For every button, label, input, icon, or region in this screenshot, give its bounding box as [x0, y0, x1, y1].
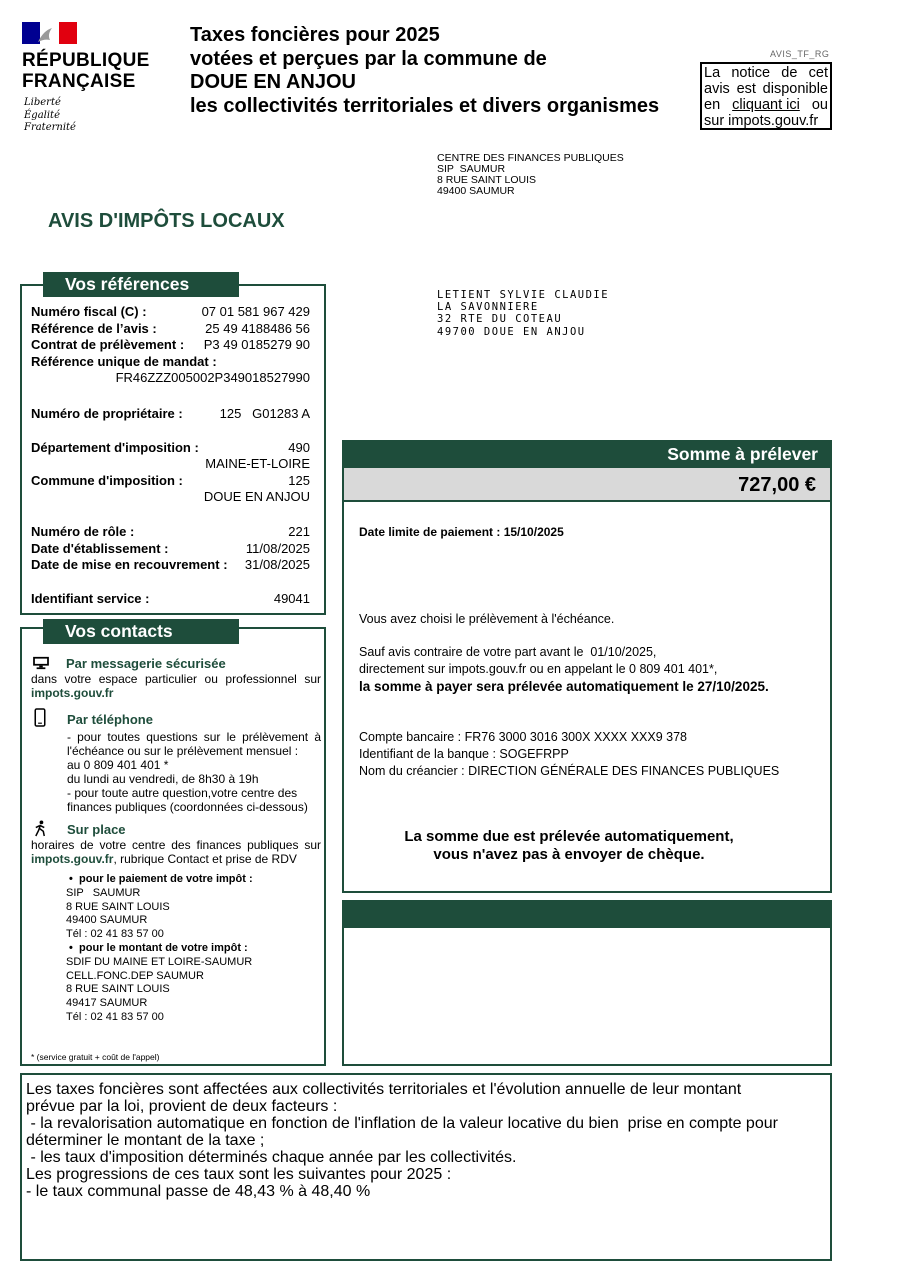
date-limite: Date limite de paiement : 15/10/2025 [359, 525, 564, 539]
identifiant-banque: Identifiant de la banque : SOGEFRPP [359, 747, 569, 761]
notice-link[interactable]: cliquant ici [732, 97, 800, 113]
proprietaire-label: Numéro de propriétaire : [31, 406, 183, 421]
logo-title-line2: FRANÇAISE [22, 71, 136, 92]
montant-title: pour le montant de votre impôt : [79, 941, 248, 954]
center-addresses: • pour le paiement de votre impôt : SIP SAUMUR 8 RUE SAINT LOUIS 49400 SAUMUR Tél : 02 41 83 57 00 • pour le montant de votre impôt : SDIF DU MAINE ET LOIRE-SAUMUR CELL.FONC.DEP SAUMUR 8 RUE SAINT LOUIS 49417 SAUMUR Tél : 02 41 83 57 00 [66, 873, 321, 1025]
references-content [31, 304, 311, 614]
recipient-line1: LETIENT SYLVIE CLAUDIE [437, 289, 610, 301]
cfp-line2: SIP SAUMUR [437, 163, 506, 175]
computer-icon [32, 656, 50, 670]
rum-label: Référence unique de mandat : [31, 353, 217, 369]
paiement-title: pour le paiement de votre impôt : [79, 873, 253, 885]
notice-line3-post: ou [811, 97, 828, 113]
messagerie-title: Par messagerie sécurisée [66, 656, 226, 671]
tel-line4: du lundi au vendredi, de 8h30 à 19h [67, 772, 259, 786]
messagerie-link[interactable]: impots.gouv.fr [31, 686, 114, 700]
sauf-line2: directement sur impots.gouv.fr ou en appelant le 0 809 401 401*, [359, 662, 718, 676]
role-label: Numéro de rôle : [31, 524, 135, 539]
paiement-line3: 49400 SAUMUR [66, 914, 148, 927]
notice-line4: sur impots.gouv.fr [704, 113, 819, 129]
cfp-line1: CENTRE DES FINANCES PUBLIQUES [437, 152, 624, 164]
etablissement-label: Date d'établissement : [31, 541, 169, 556]
notice-box [700, 62, 832, 130]
numero-fiscal-value: 07 01 581 967 429 [201, 304, 310, 319]
secondary-panel [342, 928, 832, 1066]
notice-line2: avis est disponible [704, 81, 828, 97]
cfp-line3: 8 RUE SAINT LOUIS [437, 174, 537, 186]
montant-line2: CELL.FONC.DEP SAUMUR [66, 969, 204, 982]
montant-line5: Tél : 02 41 83 57 00 [66, 1010, 164, 1023]
logo-motto-2: Égalité [24, 109, 60, 121]
tel-line1: - pour toutes questions sur le prélèvement à [67, 730, 321, 744]
header-line2: votées et perçues par la commune de [190, 47, 547, 70]
cfp-address [437, 153, 624, 197]
contrat-label: Contrat de prélèvement : [31, 337, 185, 352]
choix-prelevement: Vous avez choisi le prélèvement à l'échéance. [359, 612, 615, 626]
place-link[interactable]: impots.gouv.fr [31, 852, 114, 866]
nom-creancier: Nom du créancier : DIRECTION GÉNÉRALE DES FINANCES PUBLIQUES [359, 764, 780, 778]
departement-code: 490 [288, 440, 310, 455]
tel-line3: au 0 809 401 401 * [67, 758, 169, 772]
telephone-details [67, 730, 321, 814]
tel-line6: finances publiques (coordonnées ci-dessous) [67, 800, 308, 814]
info-text [26, 1081, 826, 1200]
paiement-line4: Tél : 02 41 83 57 00 [66, 928, 164, 941]
avis-code: AVIS_TF_RG [770, 49, 830, 59]
paiement-line2: 8 RUE SAINT LOUIS [66, 900, 170, 913]
note-line2: vous n'avez pas à envoyer de chèque. [433, 846, 705, 863]
notice-line3 [704, 97, 828, 113]
info-line3: - la revalorisation automatique en fonction de l'inflation de la valeur locative du bien prise en compte pour [26, 1115, 778, 1132]
notice-line3-pre: en [704, 97, 721, 113]
logo-motto-3: Fraternité [24, 122, 76, 133]
messagerie-text: dans votre espace particulier ou professionnel sur [31, 672, 321, 686]
recipient-line3: 32 RTE DU COTEAU [437, 313, 563, 326]
contacts-tab: Vos contacts [43, 619, 239, 644]
logo-title-line1: RÉPUBLIQUE [22, 50, 150, 71]
paiement-line1: SIP SAUMUR [66, 886, 141, 899]
tel-line5: - pour toute autre question,votre centre des [67, 786, 298, 800]
sauf-line1: Sauf avis contraire de votre part avant le 01/10/2025, [359, 645, 657, 659]
info-line6: Les progressions de ces taux sont les suivantes pour 2025 : [26, 1166, 452, 1183]
place-line2 [31, 852, 321, 866]
note-line1: La somme due est prélevée automatiquement, [404, 828, 734, 845]
montant-line1: SDIF DU MAINE ET LOIRE-SAUMUR [66, 955, 253, 968]
montant-line3: 8 RUE SAINT LOUIS [66, 983, 170, 996]
commune-label: Commune d'imposition : [31, 473, 183, 488]
tel-line2: l'échéance ou sur le prélèvement mensuel : [67, 744, 299, 758]
proprietaire-value: 125 G01283 A [219, 406, 310, 421]
telephone-title: Par téléphone [67, 712, 153, 727]
service-label: Identifiant service : [31, 591, 150, 606]
contrat-value: P3 49 0185279 90 [203, 337, 310, 352]
header-line1: Taxes foncières pour 2025 [190, 24, 440, 46]
somme-header: Somme à prélever [342, 440, 832, 468]
ref-avis-value: 25 49 4188486 56 [205, 320, 310, 336]
ref-avis-label: Référence de l’avis : [31, 320, 157, 336]
rum-value: FR46ZZZ005002P349018527990 [115, 370, 310, 385]
marianne-flag-icon [22, 22, 77, 44]
info-line1: Les taxes foncières sont affectées aux collectivités territoriales et l'évolution annuelle de leur montant [26, 1081, 742, 1098]
info-line4: déterminer le montant de la taxe ; [26, 1132, 265, 1149]
commune-code: 125 [288, 473, 310, 488]
recouvrement-label: Date de mise en recouvrement : [31, 557, 228, 572]
departement-label: Département d'imposition : [31, 440, 199, 455]
notice-line1: La notice de cet [704, 65, 828, 81]
recipient-line4: 49700 DOUE EN ANJOU [437, 325, 586, 338]
header-line4: les collectivités territoriales et divers organismes [190, 94, 660, 117]
etablissement-value: 11/08/2025 [245, 541, 310, 556]
sauf-line3: la somme à payer sera prélevée automatiquement le 27/10/2025. [359, 679, 769, 694]
recipient-line2: LA SAVONNIERE [437, 301, 539, 314]
info-line2: prévue par la loi, provient de deux facteurs : [26, 1098, 338, 1115]
contacts-footnote: * (service gratuit + coût de l'appel) [31, 1052, 160, 1062]
phone-icon [34, 708, 46, 727]
walking-person-icon [33, 820, 48, 837]
document-header [190, 24, 659, 118]
references-tab: Vos références [43, 272, 239, 297]
secondary-panel-header [342, 900, 832, 928]
cfp-line4: 49400 SAUMUR [437, 185, 515, 197]
departement-name: MAINE-ET-LOIRE [205, 456, 310, 471]
info-line7: - le taux communal passe de 48,43 % à 48,40 % [26, 1183, 371, 1200]
info-line5: - les taux d'imposition déterminés chaque année par les collectivités. [26, 1149, 517, 1166]
numero-fiscal-label: Numéro fiscal (C) : [31, 304, 147, 319]
service-value: 49041 [273, 591, 310, 606]
montant-line4: 49417 SAUMUR [66, 997, 148, 1010]
compte-bancaire: Compte bancaire : FR76 3000 3016 300X XXXX XXX9 378 [359, 730, 687, 744]
place-line2-rest: , rubrique Contact et prise de RDV [113, 852, 297, 866]
recipient-address [437, 289, 609, 338]
header-line3: DOUE EN ANJOU [190, 71, 356, 93]
place-title: Sur place [67, 822, 126, 837]
place-line1: horaires de votre centre des finances publiques sur [31, 838, 321, 852]
commune-name: DOUE EN ANJOU [203, 489, 310, 504]
somme-amount: 727,00 € [342, 468, 832, 502]
payment-note [359, 828, 779, 864]
main-title: AVIS D'IMPÔTS LOCAUX [48, 210, 285, 232]
logo-motto-1: Liberté [24, 97, 61, 108]
role-value: 221 [288, 524, 310, 539]
recouvrement-value: 31/08/2025 [244, 557, 310, 572]
